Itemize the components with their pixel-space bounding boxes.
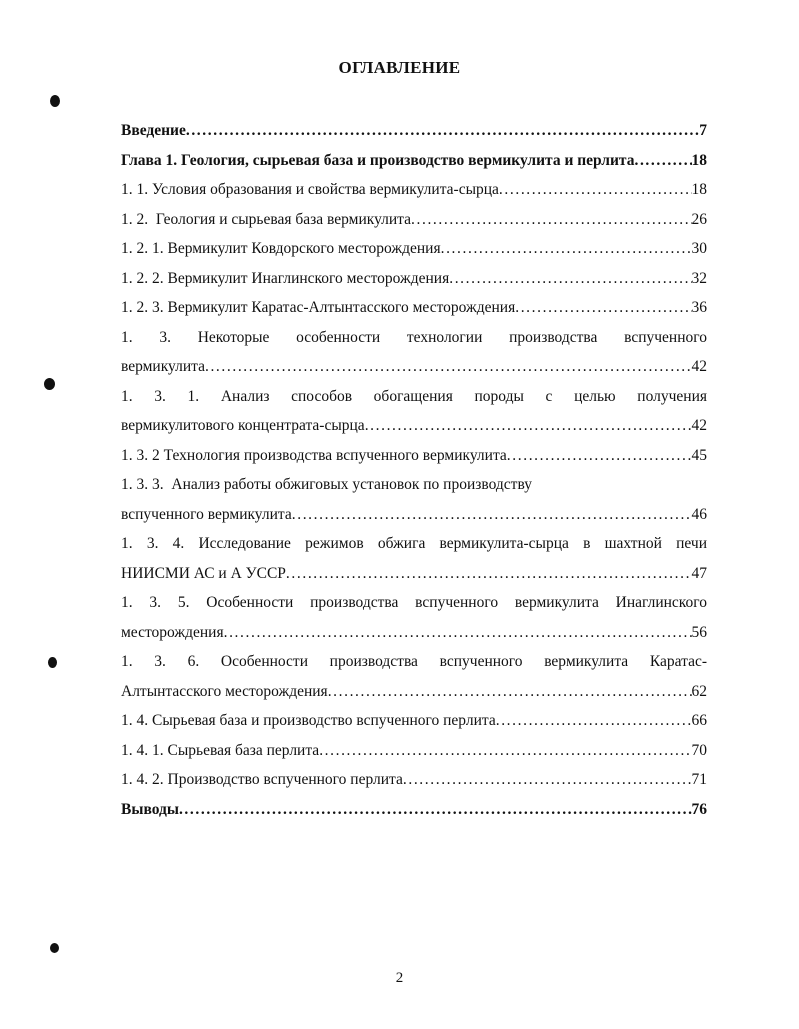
binding-hole-mark [50, 943, 59, 953]
toc-entry-title: вермикулита [121, 358, 205, 375]
toc-entry[interactable] [121, 382, 707, 441]
toc-entry-page: 18 [691, 151, 707, 169]
toc-entry[interactable] [121, 470, 707, 529]
toc-entry-title-line: 1. 3. 5. Особенности производства вспученного вермикулита Инаглинского [121, 594, 707, 611]
toc-entry-title: Алтынтасского месторождения [121, 682, 328, 700]
toc-entry-title: 1. 4. 1. Сырьевая база перлита [121, 741, 320, 759]
toc-entry-title-line-text: 1. 3. 3. Анализ работы обжиговых установок по производству [121, 476, 532, 493]
dot-leader [186, 116, 699, 146]
toc-entry-title: НИИСМИ АС и А УССР [121, 564, 286, 582]
toc-entry-title: 1. 3. 2 Технология производства вспученного вермикулита [121, 446, 507, 464]
toc-entry-title: месторождения [121, 623, 224, 641]
toc-entry-title: 1. 4. Сырьевая база и производство вспученного перлита [121, 712, 496, 729]
dot-leader [319, 736, 691, 766]
toc-entry-page: 46 [691, 505, 707, 523]
dot-leader [499, 175, 692, 205]
dot-leader [205, 352, 692, 382]
toc-entry[interactable] [121, 293, 707, 323]
binding-hole-mark [50, 95, 60, 107]
toc-entry-chapter-1[interactable] [121, 146, 707, 176]
toc-entry-page: 36 [691, 299, 707, 316]
toc-entry[interactable] [121, 323, 707, 382]
toc-entry-page: 71 [691, 771, 707, 788]
toc-entry-page: 30 [691, 240, 707, 257]
toc-entry[interactable] [121, 736, 707, 766]
dot-leader [449, 264, 691, 294]
dot-leader [365, 411, 692, 441]
dot-leader [507, 441, 692, 471]
toc-entry-page: 70 [691, 741, 707, 759]
toc-entry-page: 42 [691, 358, 707, 375]
toc-entry-title: 1. 2. Геология и сырьевая база вермикулита [121, 210, 412, 228]
toc-entry-title-line [121, 470, 707, 500]
dot-leader [515, 293, 691, 323]
toc-entry-title: 1. 1. Условия образования и свойства вермикулита-сырца [121, 181, 499, 198]
toc-entry[interactable] [121, 234, 707, 264]
dot-leader [441, 234, 692, 264]
toc-entry[interactable] [121, 647, 707, 706]
dot-leader [403, 765, 692, 795]
dot-leader [224, 618, 692, 648]
dot-leader [634, 146, 691, 176]
dot-leader [496, 706, 692, 736]
toc-entry[interactable] [121, 175, 707, 205]
toc-entry[interactable] [121, 706, 707, 736]
page-title: ОГЛАВЛЕНИЕ [338, 58, 461, 77]
toc-entry-page: 26 [691, 210, 707, 228]
dot-leader [179, 795, 692, 825]
toc-entry-title: Введение [121, 122, 186, 139]
binding-hole-mark [44, 378, 55, 390]
toc-entry-conclusions[interactable] [121, 795, 707, 825]
toc-entry-title: 1. 2. 3. Вермикулит Каратас-Алтынтасского месторождения [121, 299, 516, 316]
toc-entry-page: 56 [691, 623, 707, 641]
toc-entry-introduction[interactable] [121, 116, 707, 146]
dot-leader [292, 500, 692, 530]
toc-entry-title: 1. 2. 2. Вермикулит Инаглинского месторождения [121, 269, 450, 287]
toc-entry-page: 62 [691, 682, 707, 700]
toc-entry-title: 1. 4. 2. Производство вспученного перлита [121, 771, 403, 788]
binding-hole-mark [48, 657, 57, 668]
toc-entry-page: 47 [691, 564, 707, 582]
toc-entry[interactable] [121, 588, 707, 647]
toc-entry-page: 66 [691, 712, 707, 729]
dot-leader [411, 205, 691, 235]
toc-entry[interactable] [121, 529, 707, 588]
toc-entry-title: 1. 2. 1. Вермикулит Ковдорского месторождения [121, 240, 441, 257]
toc-entry-page: 42 [691, 417, 707, 434]
toc-entry[interactable] [121, 264, 707, 294]
toc-entry[interactable] [121, 765, 707, 795]
table-of-contents [121, 116, 707, 824]
toc-entry[interactable] [121, 205, 707, 235]
toc-entry-page: 76 [691, 800, 707, 818]
toc-entry-title-line: 1. 3. 4. Исследование режимов обжига вермикулита-сырца в шахтной печи [121, 535, 707, 552]
dot-leader [328, 677, 692, 707]
toc-entry-page: 18 [691, 181, 707, 198]
toc-entry-title: вермикулитового концентрата-сырца [121, 417, 365, 434]
toc-entry-page: 32 [691, 269, 707, 287]
toc-entry-title: Глава 1. Геология, сырьевая база и производство вермикулита и перлита [121, 151, 635, 169]
toc-entry-title-line: 1. 3. 6. Особенности производства вспученного вермикулита Каратас- [121, 653, 707, 670]
dot-leader [286, 559, 692, 589]
toc-entry-title-line: 1. 3. Некоторые особенности технологии производства вспученного [121, 328, 707, 346]
toc-entry[interactable] [121, 441, 707, 471]
toc-entry-title: Выводы [121, 800, 179, 818]
toc-entry-title-line: 1. 3. 1. Анализ способов обогащения породы с целью получения [121, 387, 707, 405]
toc-entry-title: вспученного вермикулита [121, 505, 292, 523]
toc-entry-page: 7 [699, 122, 707, 139]
toc-entry-page: 45 [691, 446, 707, 464]
page-number: 2 [395, 970, 404, 986]
